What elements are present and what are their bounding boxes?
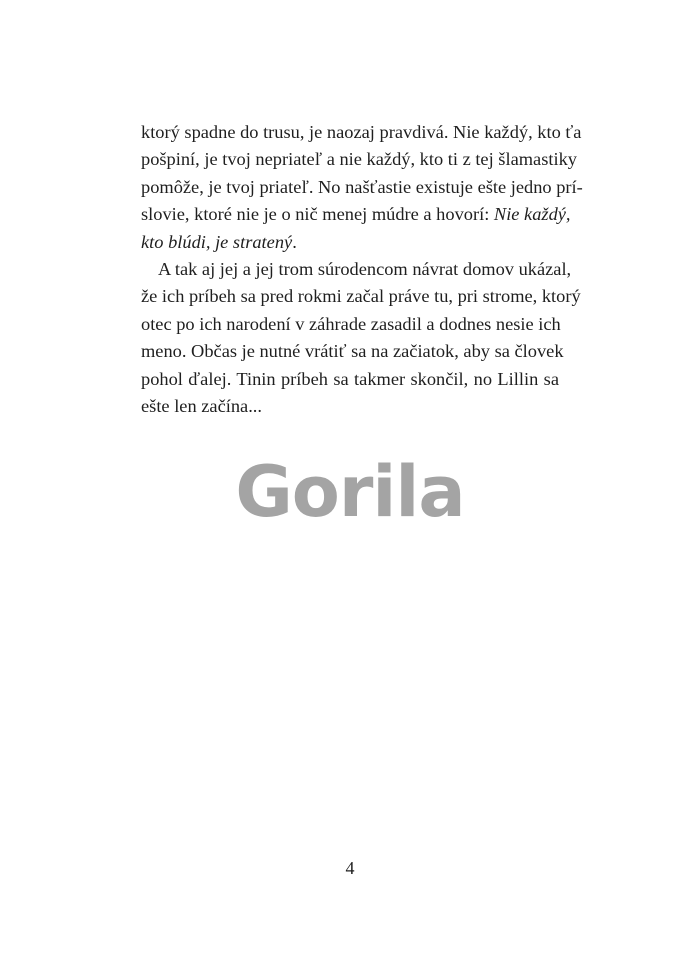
text-segment: . [292, 231, 297, 252]
text-line: ktorý spadne do trusu, je naozaj pravdivá. Nie každý, kto ťa [141, 122, 582, 142]
text-segment: slovie, ktoré nie je o nič menej múdre a hovorí: [141, 204, 490, 225]
text-line: otec po ich narodení v záhrade zasadil a dodnes nesie ich [141, 313, 561, 334]
paragraph-1 [141, 119, 583, 256]
text-line: pohol ďalej. Tinin príbeh sa takmer skončil, no Lillin sa [141, 368, 559, 389]
text-line: meno. Občas je nutné vrátiť sa na začiatok, aby sa človek [141, 341, 564, 362]
italic-quote: Nie každý, [493, 204, 571, 225]
page-number: 4 [345, 858, 355, 878]
body-text [141, 119, 583, 420]
text-line [141, 201, 571, 228]
text-line: pošpiní, je tvoj nepriateľ a nie každý, kto ti z tej šlamastiky [141, 149, 577, 170]
text-line [141, 229, 559, 256]
publisher-watermark: Gorila [235, 451, 465, 533]
text-line: A tak aj jej a jej trom súrodencom návrat domov ukázal, [158, 258, 572, 279]
text-line: že ich príbeh sa pred rokmi začal práve tu, pri strome, ktorý [141, 286, 581, 307]
paragraph-2 [141, 256, 581, 420]
italic-quote: kto blúdi, je stratený [141, 231, 293, 252]
text-line: ešte len začína... [141, 395, 263, 416]
text-line: pomôže, je tvoj priateľ. No našťastie existuje ešte jedno prí- [141, 176, 583, 197]
